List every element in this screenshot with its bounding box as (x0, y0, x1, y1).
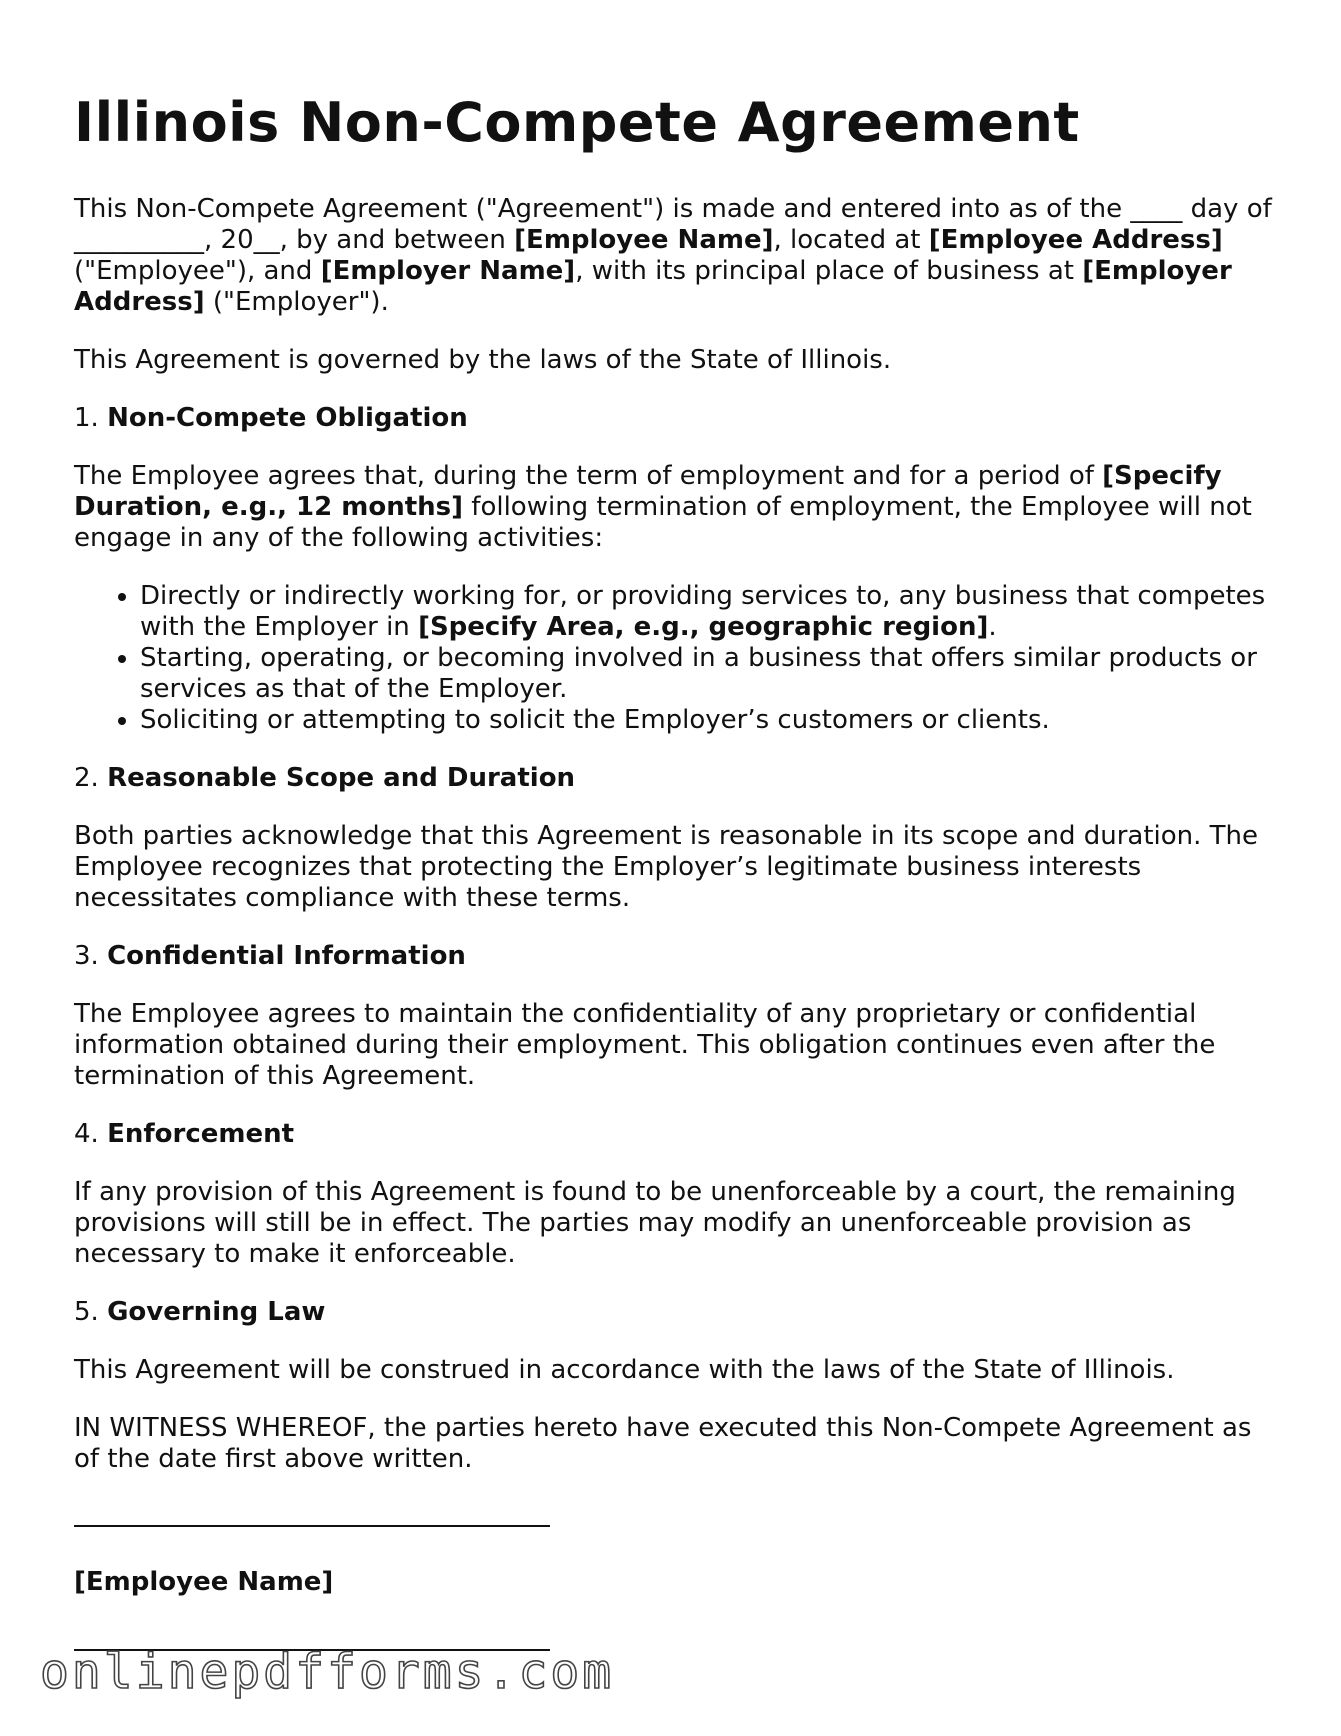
section-3-body: The Employee agrees to maintain the confidentiality of any proprietary or confidential information obtained during their employment. This obligation continues even after the termination of this Agreement. (74, 999, 1216, 1092)
activities-list (74, 581, 1274, 736)
section-title: Governing Law (107, 1297, 326, 1328)
document-page (74, 92, 1274, 1651)
section-2-body: Both parties acknowledge that this Agreement is reasonable in its scope and duration. The Employee recognizes that protecting the Employer’s legitimate business interests necessitates compliance with these terms. (74, 821, 1259, 914)
list-item: • Starting, operating, or becoming involved in a business that offers similar products or services as that of the Employer. (140, 643, 1274, 705)
section-2-heading (74, 763, 1274, 794)
employee-name-placeholder: [Employee Name] (514, 225, 774, 256)
intro-text: , with its principal place of business at (575, 256, 1083, 287)
signature-line (74, 1525, 550, 1527)
employer-name-placeholder: [Employer Name] (320, 256, 576, 287)
intro-text: , located at (773, 225, 929, 256)
list-item-text: Directly or indirectly working for, or providing services to, any business that competes with the Employer in (140, 581, 1266, 643)
section-4-heading (74, 1119, 1274, 1150)
section-title: Reasonable Scope and Duration (107, 763, 576, 794)
list-item-text: . (988, 612, 997, 643)
intro-text: ("Employee"), and (74, 256, 321, 287)
section-number: 5. (74, 1297, 108, 1328)
area-placeholder: [Specify Area, e.g., geographic region] (418, 612, 989, 643)
section-text: The Employee agrees that, during the term of employment and for a period of (74, 461, 1103, 492)
section-title: Non-Compete Obligation (107, 403, 468, 434)
watermark-logo: onlinepdfforms.com (40, 1644, 615, 1700)
signature-employee-name: [Employee Name] (74, 1567, 334, 1598)
witness-paragraph: IN WITNESS WHEREOF, the parties hereto have executed this Non-Compete Agreement as of the date first above written. (74, 1413, 1252, 1475)
section-5-heading (74, 1297, 1274, 1328)
intro-text: ("Employer"). (204, 287, 389, 318)
section-5-body: This Agreement will be construed in accordance with the laws of the State of Illinois. (74, 1355, 1175, 1386)
governed-paragraph: This Agreement is governed by the laws of the State of Illinois. (74, 345, 892, 376)
intro-text: This Non-Compete Agreement ("Agreement") is made and entered into as of the ____ day of __________, 20__, by and between (74, 194, 1272, 256)
section-number: 2. (74, 763, 108, 794)
section-title: Enforcement (107, 1119, 295, 1150)
section-number: 1. (74, 403, 108, 434)
employee-address-placeholder: [Employee Address] (928, 225, 1223, 256)
section-3-heading (74, 941, 1274, 972)
section-4-body: If any provision of this Agreement is found to be unenforceable by a court, the remaining provisions will still be in effect. The parties may modify an unenforceable provision as necessary to make it enforceable. (74, 1177, 1236, 1270)
employer-address-placeholder: [Employer Address] (74, 256, 1232, 318)
document-title: Illinois Non-Compete Agreement (74, 91, 1080, 154)
section-text: following termination of employment, the Employee will not engage in any of the following activities: (74, 492, 1252, 554)
intro-paragraph (74, 194, 1274, 318)
list-item (140, 581, 1274, 643)
section-number: 4. (74, 1119, 108, 1150)
section-1-body (74, 461, 1274, 554)
section-number: 3. (74, 941, 108, 972)
duration-placeholder: [Specify Duration, e.g., 12 months] (74, 461, 1222, 523)
section-1-heading (74, 403, 1274, 434)
section-title: Confidential Information (107, 941, 466, 972)
list-item: • Soliciting or attempting to solicit the Employer’s customers or clients. (140, 705, 1274, 736)
